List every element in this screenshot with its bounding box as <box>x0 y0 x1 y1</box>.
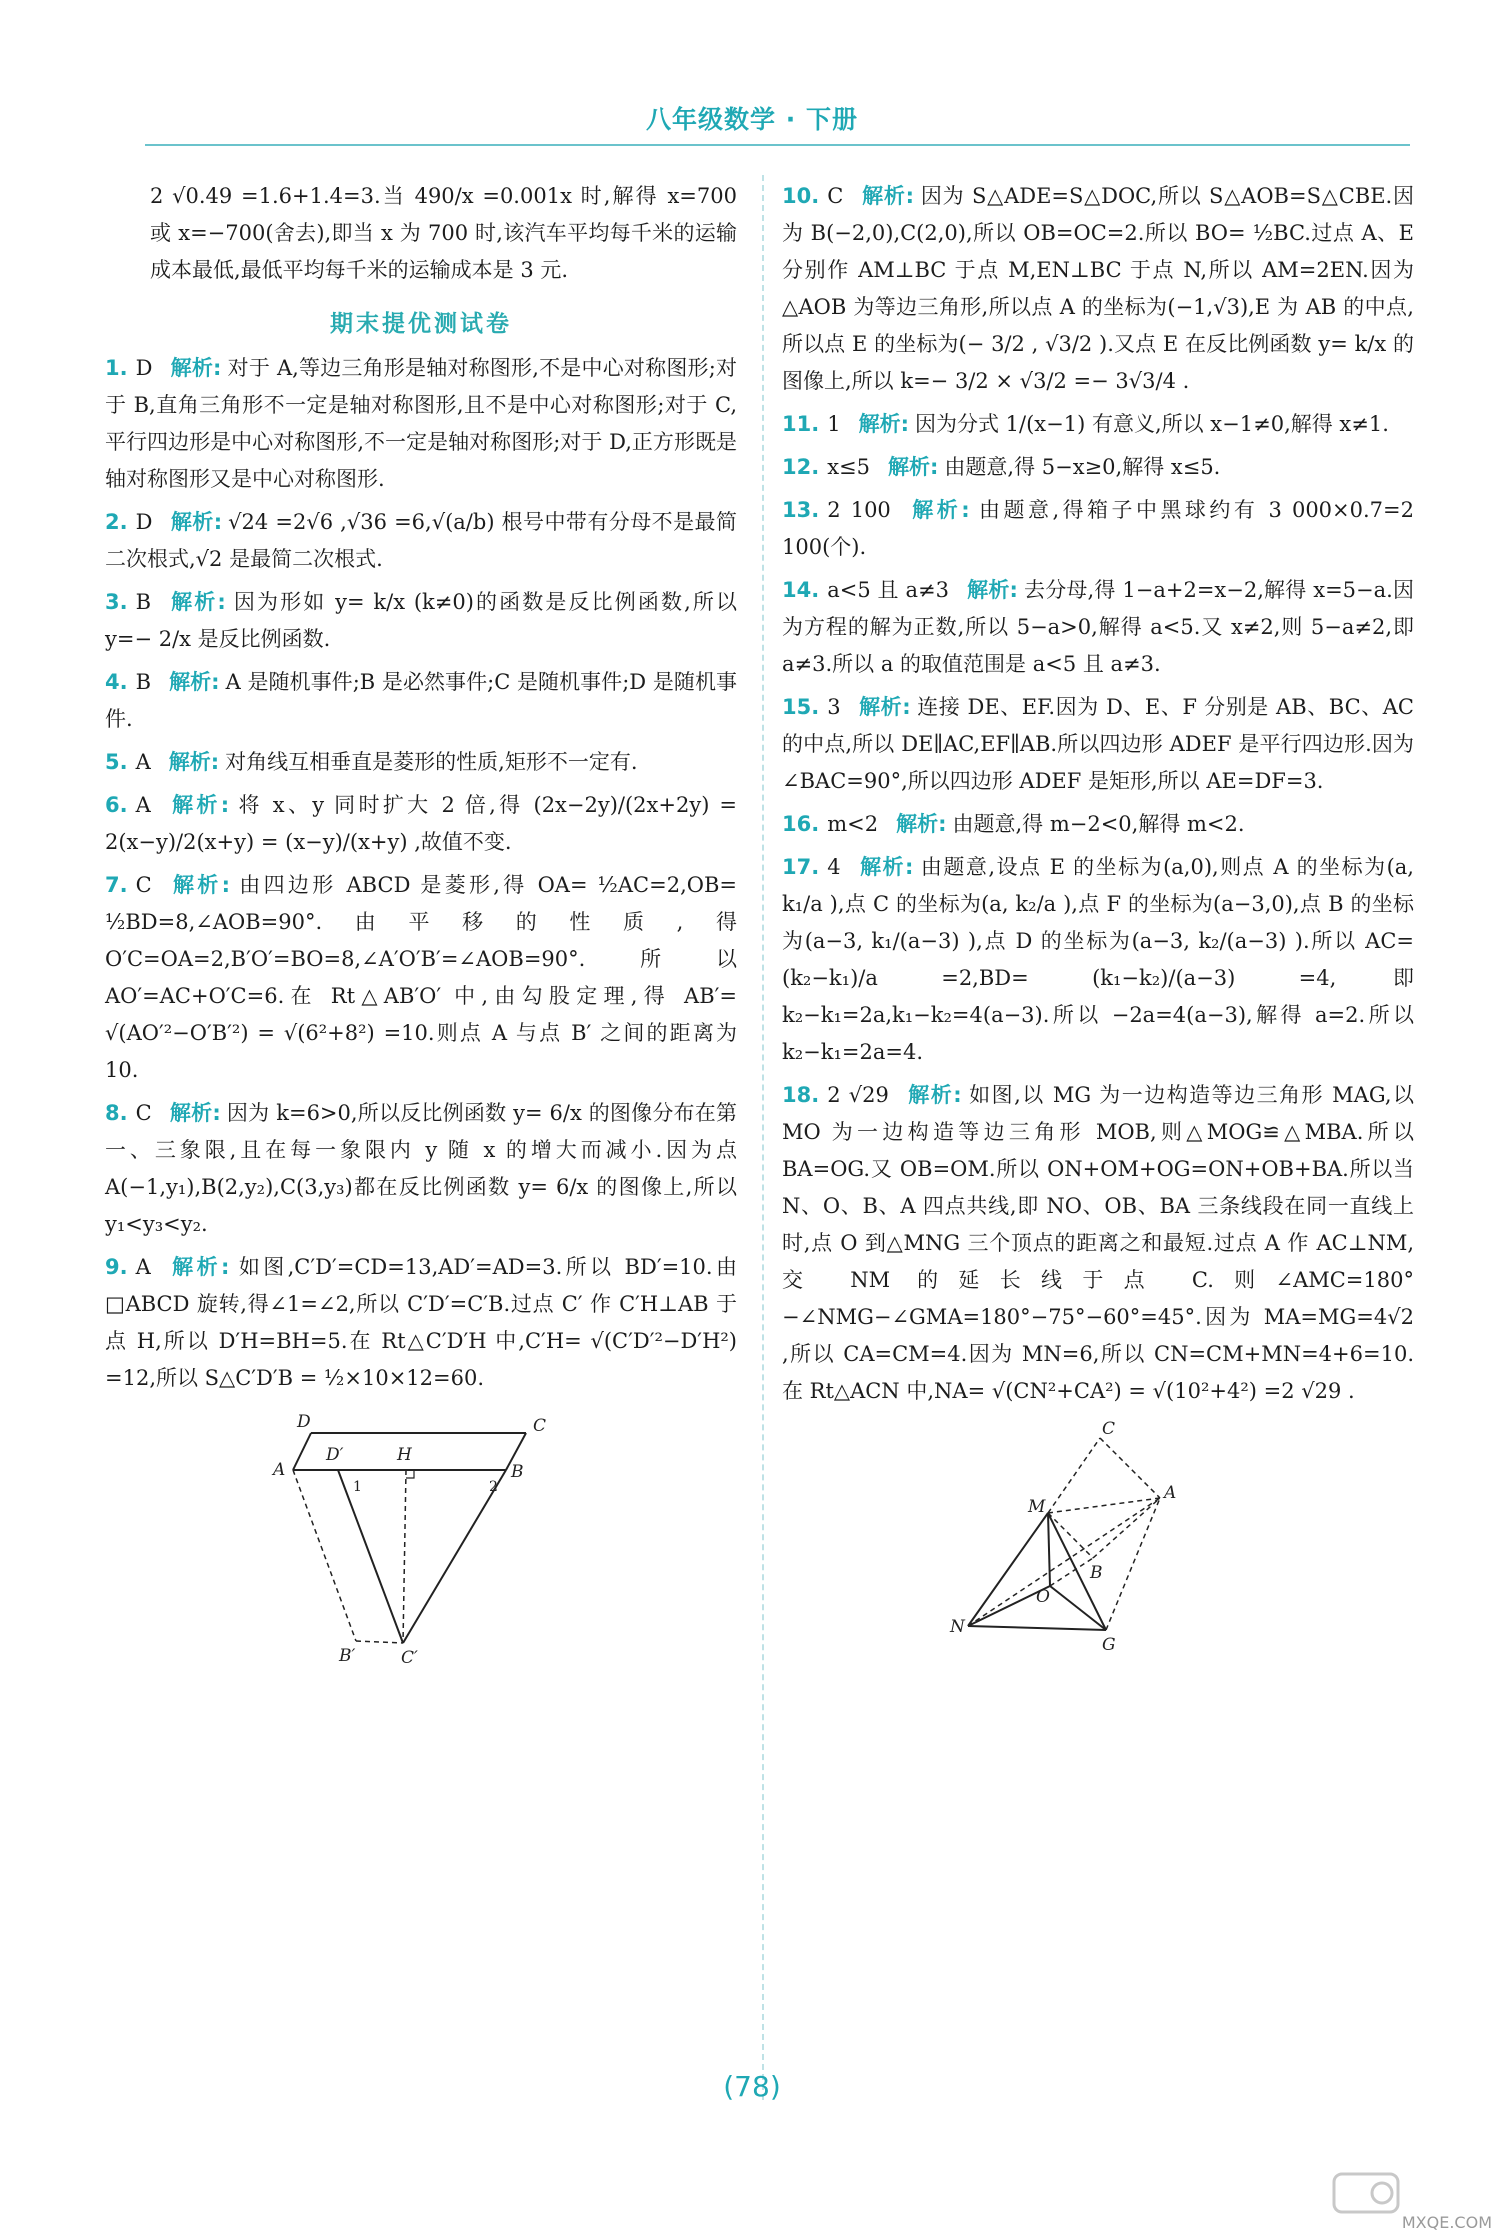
item-number: 3. <box>105 590 128 614</box>
item-answer: A <box>135 750 151 774</box>
answer-item-4 <box>105 664 737 738</box>
right-column <box>782 178 1414 1658</box>
item-answer: 3 <box>827 695 841 719</box>
item-number: 17. <box>782 855 820 879</box>
answer-item-7 <box>105 867 737 1089</box>
fig18-segment-og <box>1050 1586 1106 1630</box>
item-number: 12. <box>782 455 820 479</box>
column-divider <box>762 175 764 2100</box>
fig9-dashed-ab-prime <box>293 1470 356 1641</box>
answer-item-11 <box>782 406 1414 443</box>
item-answer: x≤5 <box>827 455 871 479</box>
analysis-tag: 解析: <box>858 855 914 879</box>
item-explanation: 因为 k=6>0,所以反比例函数 y= 6/x 的图像分布在第一、三象限,且在每一象限内 y 随 x 的增大而减小.因为点 A(−1,y₁),B(2,y₂),C(3,y₃)都在反比例函数 y= 6/x 的图像上,所以 y₁<y₃<y₂. <box>105 1101 737 1236</box>
analysis-tag: 解析: <box>168 1255 230 1279</box>
fig18-dashed-ga <box>1106 1498 1160 1630</box>
fig9-label: C <box>533 1416 547 1436</box>
fig18-label: O <box>1036 1587 1050 1607</box>
item-answer: C <box>135 873 152 897</box>
watermark-text: MXQE.COM <box>1401 2213 1492 2232</box>
fig9-right-angle-mark <box>406 1470 414 1478</box>
answer-item-1 <box>105 350 737 498</box>
item-explanation: 由四边形 ABCD 是菱形,得 OA= ½AC=2,OB= ½BD=8,∠AOB=90°.由平移的性质,得 O′C=OA=2,B′O′=BO=8,∠A′O′B′=∠AOB=90°.所以 AO′=AC+O′C=6.在 Rt△AB′O′ 中,由勾股定理,得 AB′= √(AO′²−O′B′²) = √(6²+8²) =10.则点 A 与点 B′ 之间的距离为 10. <box>105 873 737 1082</box>
section-title: 期末提优测试卷 <box>330 311 512 337</box>
analysis-tag: 解析: <box>896 812 947 836</box>
header-divider <box>145 144 1410 146</box>
fig18-dashed-mb <box>1048 1513 1093 1558</box>
item-answer: 1 <box>827 412 841 436</box>
answer-item-15 <box>782 689 1414 800</box>
item-number: 8. <box>105 1101 128 1125</box>
item-answer: 2 √29 <box>827 1083 889 1107</box>
item-number: 14. <box>782 578 820 602</box>
item-answer: a<5 且 a≠3 <box>827 578 949 602</box>
item-explanation: √24 =2√6 ,√36 =6,√(a/b) 根号中带有分母不是最简二次根式,√2 是最简二次根式. <box>105 510 737 571</box>
answer-item-13 <box>782 492 1414 566</box>
answer-item-16 <box>782 806 1414 843</box>
page-number-left-brace: ( <box>723 2070 735 2103</box>
item-answer: C <box>827 184 844 208</box>
figure-q18 <box>938 1418 1258 1658</box>
analysis-tag: 解析: <box>908 498 970 522</box>
fig9-label: D <box>297 1412 311 1432</box>
fig9-dashed-c-prime-h <box>403 1470 406 1643</box>
fig9-label: 2 <box>489 1479 498 1495</box>
figure-q9 <box>261 1405 581 1675</box>
item-number: 16. <box>782 812 820 836</box>
item-explanation: 连接 DE、EF.因为 D、E、F 分别是 AB、BC、AC 的中点,所以 DE∥AC,EF∥AB.所以四边形 ADEF 是平行四边形.因为∠BAC=90°,所以四边形 ADEF 是矩形,所以 AE=DF=3. <box>782 695 1414 793</box>
item-number: 15. <box>782 695 820 719</box>
item-explanation: 由题意,得 m−2<0,解得 m<2. <box>952 812 1245 836</box>
analysis-tag: 解析: <box>906 1083 962 1107</box>
answer-item-2 <box>105 504 737 578</box>
answer-item-12 <box>782 449 1414 486</box>
answer-item-8 <box>105 1095 737 1243</box>
answer-item-14 <box>782 572 1414 683</box>
answer-item-18 <box>782 1077 1414 1410</box>
fig9-label: B′ <box>339 1646 356 1666</box>
fig9-label: A <box>273 1460 286 1480</box>
item-explanation: 对角线互相垂直是菱形的性质,矩形不一定有. <box>225 750 638 774</box>
fig9-label: B <box>511 1462 524 1482</box>
item-answer: D <box>135 510 153 534</box>
fig18-label: A <box>1164 1483 1177 1503</box>
item-number: 10. <box>782 184 820 208</box>
page-number <box>702 2070 802 2103</box>
item-explanation: 由题意,设点 E 的坐标为(a,0),则点 A 的坐标为(a, k₁/a ),点 C 的坐标为(a, k₂/a ),点 F 的坐标为(a−3,0),点 B 的坐标为(a−3, k₁/(a−3) ),点 D 的坐标为(a−3, k₂/(a−3) ).所以 AC= (k₂−k₁)/a =2,BD= (k₁−k₂)/(a−3) =4,即 k₂−k₁=2a,k₁−k₂=4(a−3).所以 −2a=4(a−3),解得 a=2.所以 k₂−k₁=2a=4. <box>782 855 1414 1064</box>
fig18-label: M <box>1028 1497 1046 1517</box>
fig18-label: N <box>950 1617 965 1637</box>
item-explanation: 因为 S△ADE=S△DOC,所以 S△AOB=S△CBE.因为 B(−2,0),C(2,0),所以 OB=OC=2.所以 BO= ½BC.过点 A、E 分别作 AM⊥BC 于点 M,EN⊥BC 于点 N,所以 AM=2EN.因为△AOB 为等边三角形,所以点 A 的坐标为(−1,√3),E 为 AB 的中点,所以点 E 的坐标为(− 3/2 , √3/2 ).又点 E 在反比例函数 y= k/x 的图像上,所以 k=− 3/2 × √3/2 =− 3√3/4 . <box>782 184 1414 393</box>
site-watermark <box>1330 2168 1500 2236</box>
fig9-label: D′ <box>326 1445 344 1465</box>
watermark-logo-icon <box>1332 2170 1402 2216</box>
analysis-tag: 解析: <box>168 750 220 774</box>
item-number: 5. <box>105 750 128 774</box>
fig18-segment-nm <box>968 1513 1048 1626</box>
item-number: 18. <box>782 1083 820 1107</box>
analysis-tag: 解析: <box>169 670 220 694</box>
item-number: 6. <box>105 793 128 817</box>
fig9-segment-bc-prime <box>403 1470 506 1643</box>
analysis-tag: 解析: <box>170 356 222 380</box>
item-explanation: 如图,以 MG 为一边构造等边三角形 MAG,以 MO 为一边构造等边三角形 MOB,则△MOG≌△MBA.所以 BA=OG.又 OB=OM.所以 ON+OM+OG=ON+OB+BA.所以当 N、O、B、A 四点共线,即 NO、OB、BA 三条线段在同一直线上时,点 O 到△MNG 三个顶点的距离之和最短.过点 A 作 AC⊥NM,交 NM 的延长线于点 C.则∠AMC=180°−∠NMG−∠GMA=180°−75°−60°=45°.因为 MA=MG=4√2 ,所以 CA=CM=4.因为 MN=6,所以 CN=CM+MN=4+6=10.在 Rt△ACN 中,NA= √(CN²+CA²) = √(10²+4²) =2 √29 . <box>782 1083 1415 1403</box>
fig9-label: H <box>397 1445 412 1465</box>
item-answer: C <box>135 1101 152 1125</box>
item-explanation: 因为形如 y= k/x (k≠0)的函数是反比例函数,所以 y=− 2/x 是反比例函数. <box>105 590 737 651</box>
item-number: 13. <box>782 498 820 522</box>
item-number: 2. <box>105 510 128 534</box>
item-explanation: A 是随机事件;B 是必然事件;C 是随机事件;D 是随机事件. <box>105 670 737 731</box>
analysis-tag: 解析: <box>967 578 1018 602</box>
item-explanation: 由题意,得箱子中黑球约有 3 000×0.7=2 100(个). <box>782 498 1414 559</box>
analysis-tag: 解析: <box>168 793 230 817</box>
analysis-tag: 解析: <box>858 412 909 436</box>
item-explanation: 因为分式 1/(x−1) 有意义,所以 x−1≠0,解得 x≠1. <box>914 412 1389 436</box>
answer-item-10 <box>782 178 1414 400</box>
fig18-label: G <box>1102 1635 1116 1655</box>
item-number: 1. <box>105 356 128 380</box>
item-answer: m<2 <box>827 812 879 836</box>
item-explanation: 由题意,得 5−x≥0,解得 x≤5. <box>944 455 1221 479</box>
item-answer: 4 <box>827 855 841 879</box>
answer-item-17 <box>782 849 1414 1071</box>
item-explanation: 如图,C′D′=CD=13,AD′=AD=3.所以 BD′=10.由□ABCD 旋转,得∠1=∠2,所以 C′D′=C′B.过点 C′ 作 C′H⊥AB 于点 H,所以 D′H=BH=5.在 Rt△C′D′H 中,C′H= √(C′D′²−D′H²) =12,所以 S△C′D′B = ½×10×12=60. <box>105 1255 737 1390</box>
answer-item-3 <box>105 584 737 658</box>
item-number: 9. <box>105 1255 128 1279</box>
fig9-label: 1 <box>353 1479 362 1495</box>
item-answer: A <box>135 1255 151 1279</box>
fig18-label: C <box>1102 1419 1116 1439</box>
fig18-dashed-ca <box>1100 1438 1160 1498</box>
answer-item-9 <box>105 1249 737 1397</box>
fig9-segment-da <box>293 1433 311 1470</box>
answer-item-6 <box>105 787 737 861</box>
item-answer: B <box>135 590 152 614</box>
item-explanation: 去分母,得 1−a+2=x−2,解得 x=5−a.因为方程的解为正数,所以 5−a>0,解得 a<5.又 x≠2,则 5−a≠2,即 a≠3.所以 a 的取值范围是 a<5 且 a≠3. <box>782 578 1414 676</box>
fig9-dashed-b-prime-c-prime <box>356 1641 403 1643</box>
answer-item-5 <box>105 744 737 781</box>
fig18-segment-ng <box>968 1626 1106 1630</box>
fig18-segment-om <box>1048 1513 1050 1586</box>
analysis-tag: 解析: <box>888 455 939 479</box>
fig18-dashed-ma <box>1048 1498 1160 1513</box>
analysis-tag: 解析: <box>861 184 915 208</box>
analysis-tag: 解析: <box>169 873 230 897</box>
item-answer: D <box>135 356 153 380</box>
page-number-right-brace: ) <box>769 2070 781 2103</box>
analysis-tag: 解析: <box>169 590 226 614</box>
item-number: 7. <box>105 873 128 897</box>
item-answer: B <box>135 670 152 694</box>
fig18-dashed-ba <box>1093 1498 1160 1558</box>
item-explanation: 对于 A,等边三角形是轴对称图形,不是中心对称图形;对于 B,直角三角形不一定是轴对称图形,且不是中心对称图形;对于 C,平行四边形是中心对称图形,不一定是轴对称图形;对于 D,正方形既是轴对称图形又是中心对称图形. <box>105 356 737 491</box>
carryover-paragraph: 2 √0.49 =1.6+1.4=3.当 490/x =0.001x 时,解得 x=700 或 x=−700(舍去),即当 x 为 700 时,该汽车平均每千米的运输成本最低,最低平均每千米的运输成本是 3 元. <box>150 184 737 282</box>
page-number-value: 78 <box>734 2070 770 2103</box>
item-number: 4. <box>105 670 128 694</box>
analysis-tag: 解析: <box>170 510 223 534</box>
item-answer: 2 100 <box>827 498 891 522</box>
analysis-tag: 解析: <box>169 1101 221 1125</box>
analysis-tag: 解析: <box>858 695 911 719</box>
fig9-label: C′ <box>401 1648 418 1668</box>
item-explanation: 将 x、y 同时扩大 2 倍,得 (2x−2y)/(2x+2y) = 2(x−y)/2(x+y) = (x−y)/(x+y) ,故值不变. <box>105 793 737 854</box>
fig18-label: B <box>1090 1563 1103 1583</box>
fig18-dashed-na <box>968 1498 1160 1626</box>
item-answer: A <box>135 793 151 817</box>
left-column <box>105 178 737 1675</box>
item-number: 11. <box>782 412 820 436</box>
fig18-dashed-mc <box>1048 1438 1100 1513</box>
page-header-title: 八年级数学 · 下册 <box>646 105 858 134</box>
